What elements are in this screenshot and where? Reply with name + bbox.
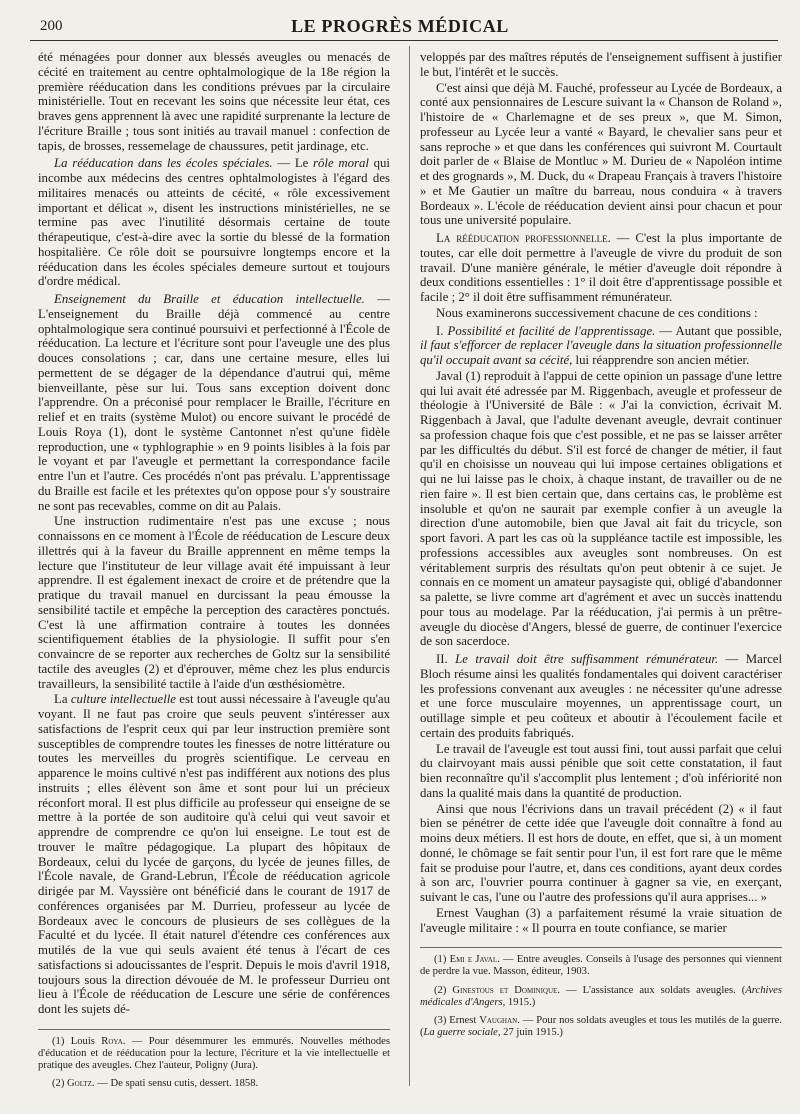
header-rule (30, 40, 778, 41)
paragraph: Ainsi que nous l'écrivions dans un travail précédent (2) « il faut bien se pénétrer de cette idée que l'aveugle doit connaître à fond au moins deux métiers. Il est hors de doute, en effet, que si, à un moment donné, le chômage se fait sentir pour l'un, il est fort rare que le même fait se produise pour l'autre, et, dans ces conditions, ayant deux cordes à son arc, l'ouvrier pourra continuer à gagner sa vie, en exerçant, suivant le cas, l'une ou l'autre des professions qu'il aura apprises... » (420, 801, 782, 904)
paragraph: veloppés par des maîtres réputés de l'enseignement suffisent à justifier le but, l'intérêt et le succès. (420, 50, 782, 79)
paragraph: Javal (1) reproduit à l'appui de cette opinion un passage d'une lettre qui lui avait été adressée par M. Riggenbach, aveugle et professeur de théologie à l'Université de Bâle : « J'ai la conviction, écrivait M. Riggenbach à Javal, que l'adulte devenant aveugle, devrait continuer sa profession chaque fois que c'est possible, et ne pas se laisser arrêter par les difficultés du début. S'il est forcé de changer de métier, il faut qu'il en choisisse un nouveau qui lui impose certaines obligations et qui ne lui laisse pas le choix, à chaque instant, de travailler ou de ne rien faire ». Il est bien certain que, dans certains cas, le problème est insoluble et qu'on ne saurait par exemple confier à un aveugle la direction d'une automobile, bien que Javal ait fait du tricycle, son sport favori. A part les cas où la suppléance tactile est impossible, les professions accessibles aux aveugles sont nombreuses. On est véritablement surpris des résultats qu'on peut obtenir à ce sujet. Je connais en ce moment un amateur paysagiste qui, obligé d'abandonner sa palette, se livre comme art d'agrément et avec un succès inattendu pour tous au modelage. Par la rééducation, j'ai permis à un prêtre-aveugle du diocèse d'Angers, blessé de guerre, de continuer l'exercice de son sacerdoce. (420, 368, 782, 649)
page-number: 200 (40, 18, 63, 34)
journal-title: LE PROGRÈS MÉDICAL (291, 16, 509, 36)
paragraph: La culture intellectuelle est tout aussi nécessaire à l'aveugle qu'au voyant. Il ne faut pas croire que seuls peuvent s'intéresser aux satisfactions de l'esprit ceux qui par leur instruction première sont susceptibles de comprendre toutes les finesses de notre littérature ou toutes les merveilles du progrès scientifique. Le cerveau en apparence le moins cultivé n'est pas indifférent aux notions des plus instruits ; elles élèvent son âme et sont pour lui un précieux réconfort moral. Il est plus difficile au professeur qui enseigne de se mettre à la portée de son auditoire qu'à celui qui veut savoir et apprendre de comprendre ce qu'on lui enseigne. Le tout est de trouver le maître pédagogique. La plupart des hôpitaux de Bordeaux, celui du lycée de garçons, du lycée de jeunes filles, de l'École navale, de Grand-Lebrun, l'École de rééducation agricole dirigée par M. Vayssière ont bénéficié dans le courant de 1917 de conférences organisées par M. Durrieu, professeur au lycée de Bordeaux avec le concours de plusieurs de ses collègues de la Faculté et du lycée. Il était naturel d'étendre ces conférences aux mutilés de la vue qui seuls avaient été tenus à l'écart de ces satisfactions si adoucissantes de l'esprit. Depuis le mois d'avril 1918, toujours sous la direction dévouée de M. le professeur Durrieu ont lieu à l'École de rééducation de Lescure une série de conférences dont les sujets dé- (38, 692, 390, 1016)
section-heading: Possibilité et facilité de l'apprentissage. (447, 323, 656, 338)
paragraph: II. Le travail doit être suffisamment rémunérateur. — Marcel Bloch résume ainsi les qualités fondamentales qui doivent caractériser les professions convenant aux aveugles : ne nécessiter qu'une adresse et une force musculaire moyennes, un apprentissage court, un outillage simple et peu coûteux et aboutir à l'écoulement facile et certain des produits fabriqués. (420, 652, 782, 740)
footnote-separator (420, 947, 782, 948)
paragraph: été ménagées pour donner aux blessés aveugles ou menacés de cécité en traitement au centre ophtalmologique de la 18e région la première rééducation dans les conditions prévues par la circulaire ministérielle. Tout en recevant les soins que nécessite leur état, ces braves gens apprennent là avec une rapidité surprenante la lecture de l'écriture Braille ; tous sont initiés au travail manuel : confection de tapis, de brosses, ressemelage de chaussures, petit jardinage, etc. (38, 50, 390, 153)
footnotes (420, 954, 782, 1039)
paragraph: I. Possibilité et facilité de l'apprentissage. — Autant que possible, il faut s'efforcer de replacer l'aveugle dans la situation professionnelle qu'il occupait avant sa cécité, lui réapprendre son ancien métier. (420, 323, 782, 367)
right-column (420, 50, 782, 1045)
paragraph: La rééducation dans les écoles spéciales. — Le rôle moral qui incombe aux médecins des centres ophtalmologistes à l'égard des militaires menacés ou atteints de cécité, « rôle excessivement important et délicat », disent les instructions ministérielles, ne se termine pas avec l'inutilité désormais certaine de toute thérapeutique, c'est-à-dire avec la sortie du blessé de la formation hospitalière. Ce rôle doit se poursuivre longtemps encore et la rééducation dans les écoles spéciales demeure surtout et toujours d'ordre médical. (38, 156, 390, 289)
paragraph: La rééducation professionnelle. — C'est la plus importante de toutes, car elle doit permettre à l'aveugle de vivre du produit de son travail. D'une manière générale, le métier d'aveugle doit répondre à deux conditions essentielles : 1° il doit être d'apprentissage possible et facile ; 2° il doit être suffisamment rémunérateur. (420, 231, 782, 304)
section-heading: La rééducation dans les écoles spéciales. (54, 156, 273, 171)
footnote-separator (38, 1029, 390, 1030)
footnote: (2) Ginestous et Dominique. — L'assistance aux soldats aveugles. (Archives médicales d'Angers, 1915.) (420, 984, 782, 1008)
footnotes (38, 1036, 390, 1091)
paragraph: Nous examinerons successivement chacune de ces conditions : (436, 305, 758, 320)
paragraph: Enseignement du Braille et éducation intellectuelle. — L'enseignement du Braille déjà commencé au centre ophtalmologique sera continué poursuivi et perfectionné à l'École de rééducation. La lecture et l'écriture sont pour l'aveugle une des plus douces consolations ; car, dans une certaine mesure, elles lui permettent de se dégager de la dépendance d'autrui qui, même bienveillante, pèse sur lui. Tous sans exception doivent donc l'apprendre. On a préconisé pour remplacer le Braille, l'écriture en relief et en traits (système Mulot) ou encore suivant le procédé de Louis Roya (1), dont le système Cantonnet n'est qu'une fidèle reproduction, une « typhlographie » en 9 points lisibles à la fois par le voyant et par l'aveugle et permettant la correspondance facile entre l'un et l'autre. Ces procédés n'ont pas prévalu. L'apprentissage du Braille est facile et les prétextes qu'on oppose pour s'y soustraire ne sont pas recevables, comme on dit au Palais. (38, 292, 390, 513)
column-divider (409, 46, 410, 1086)
footnote: (2) Goltz. — De spati sensu cutis, dessert. 1858. (52, 1078, 259, 1090)
section-heading: Le travail doit être suffisamment rémunérateur. (455, 652, 719, 666)
page-header (0, 12, 800, 42)
paragraph: C'est ainsi que déjà M. Fauché, professeur au Lycée de Bordeaux, a conté aux pensionnaires de Lescure suivant la « Chanson de Roland », l'histoire de « Charlemagne et de ses preux », que M. Simon, professeur au Lycée leur a vanté « Bayard, le chevalier sans peur et sans reproche » et que dans les conférences qui suivront M. Courtault doit parler de « Blaise de Montluc » M. Durieu de « Napoléon intime et des grognards », M. Duck, du « Drapeau Français à travers l'histoire » et Me Gautier un maître du barreau, nous conduira « à travers Bordeaux ». L'école de rééducation devient ainsi pour chacun et pour tous une université populaire. (420, 80, 782, 228)
section-heading: La rééducation professionnelle. (436, 231, 611, 245)
left-column (38, 50, 390, 1097)
paragraph: Ernest Vaughan (3) a parfaitement résumé la vraie situation de l'aveugle militaire : « Il pourra en toute confiance, se marier (420, 905, 782, 935)
paragraph: Le travail de l'aveugle est tout aussi fini, tout aussi parfait que celui du clairvoyant mais aussi pénible que soit cette constatation, il faut bien reconnaître qu'il s'accomplit plus lentement ; d'où infériorité non dans la qualité mais dans la quantité de production. (420, 741, 782, 800)
section-heading: Enseignement du Braille et éducation intellectuelle. (54, 292, 365, 306)
footnote: (1) Emi e Javal. — Entre aveugles. Conseils à l'usage des personnes qui viennent de perdre la vue. Masson, éditeur, 1903. (420, 954, 782, 978)
paragraph: Une instruction rudimentaire n'est pas une excuse ; nous connaissons en ce moment à l'École de rééducation de Lescure deux illettrés qui à la faveur du Braille apprennent en même temps la lecture que l'instituteur de leur village avait été impuissant à leur apprendre. Il est également inexact de croire et de prétendre que la pratique du travail manuel en durcissant la peau émousse la sensibilité tactile et empêche la perception des caractères ponctués. C'est là une affirmation contraire à toutes les données scientifiquement établies de la physiologie. Il suffit pour s'en convaincre de se reporter aux recherches de Goltz sur la sensibilité tactile des aveugles (2) et d'éprouver, même chez les plus endurcis travailleurs, la sensibilité tactile à l'aide d'un œsthésiomètre. (38, 514, 390, 691)
footnote: (1) Louis Roya. — Pour désemmurer les emmurés. Nouvelles méthodes d'éducation et de rééducation pour la lecture, l'écriture et la vie intellectuelle et pratique des aveugles. Chez l'auteur, Poligny (Jura). (38, 1035, 390, 1072)
footnote: (3) Ernest Vaughan. — Pour nos soldats aveugles et tous les mutilés de la guerre. (La guerre sociale, 27 juin 1915.) (420, 1015, 783, 1039)
